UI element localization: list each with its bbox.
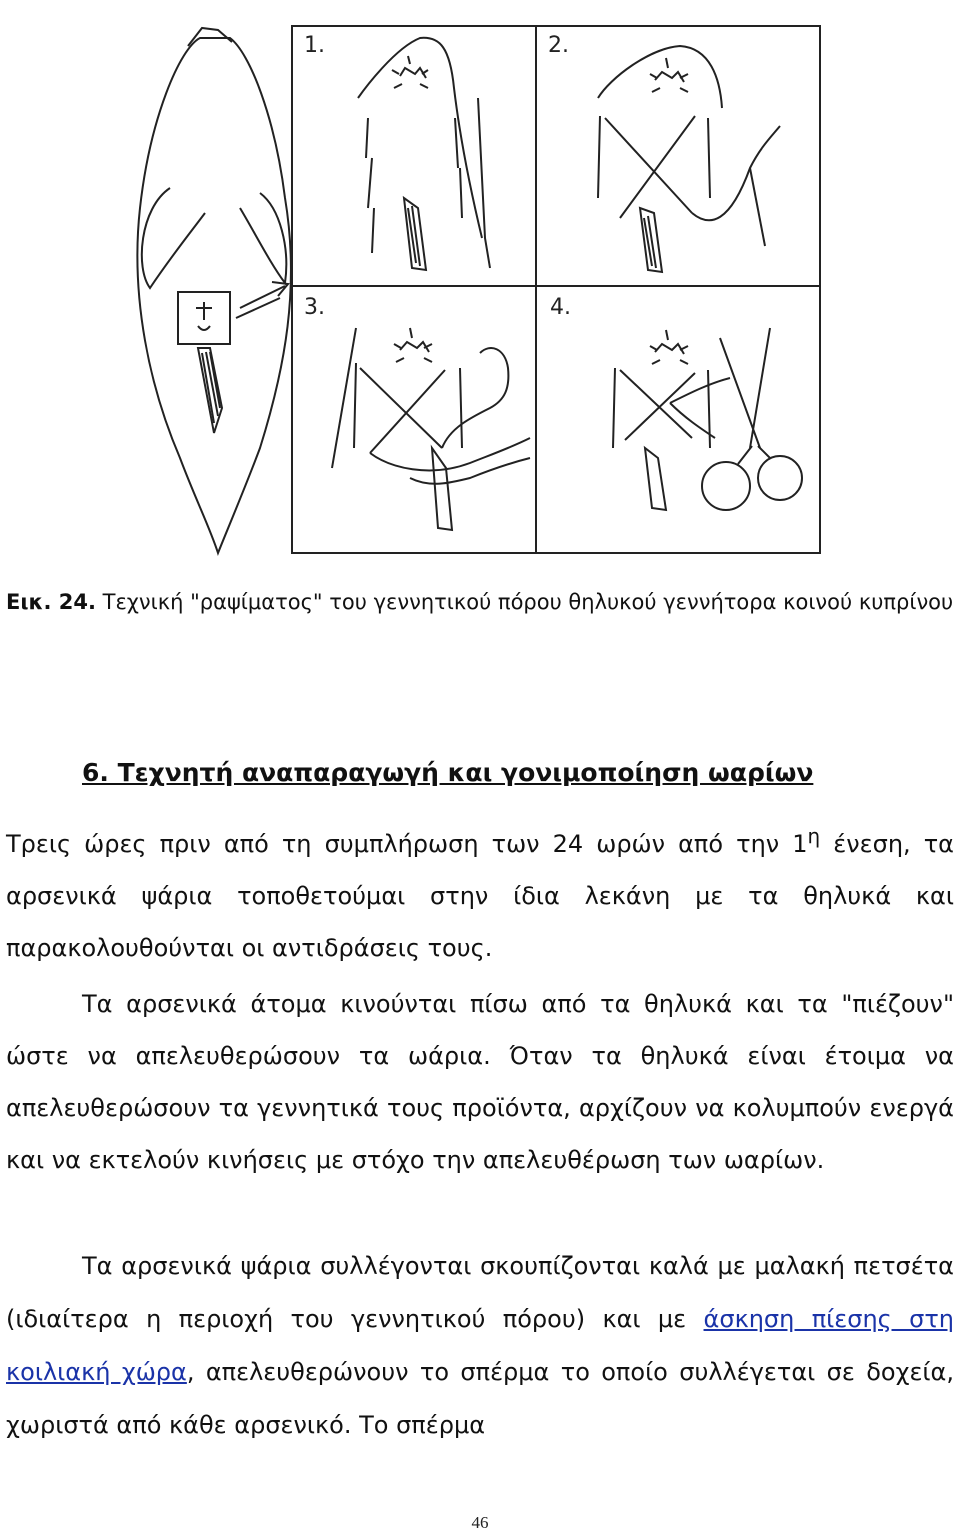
page-number: 46 bbox=[471, 1513, 489, 1532]
fish-anal-fin bbox=[198, 348, 222, 433]
panel-number-3: 3. bbox=[304, 295, 325, 320]
paragraph-3 bbox=[6, 1240, 954, 1452]
fish-left-fin bbox=[142, 188, 205, 288]
paragraph-1-superscript: η bbox=[807, 824, 821, 848]
pointer-arrow bbox=[240, 286, 285, 308]
paragraph-3-text-a: Τα αρσενικά ψάρια συλλέγονται σκουπίζονται καλά με μαλακή πετσέτα (ιδιαίτερα η περιοχή του γεννητικού πόρου) και με bbox=[6, 1252, 954, 1333]
figure-drawing bbox=[110, 8, 830, 563]
panel-grid bbox=[292, 26, 820, 553]
paragraph-1 bbox=[6, 810, 954, 974]
caption-text: Τεχνική "ραψίματος" του γεννητικού πόρου θηλυκού γεννήτορα κοινού κυπρίνου bbox=[95, 590, 954, 614]
panel-2-drawing bbox=[598, 46, 780, 272]
suturing-figure bbox=[110, 8, 830, 563]
figure-caption bbox=[6, 585, 956, 619]
fish-outline bbox=[137, 38, 291, 553]
abdominal-pressure-link[interactable]: άσκηση πίεσης στη κοιλιακή χώρα bbox=[6, 1305, 954, 1386]
paragraph-1-text-b: ένεση, τα αρσενικά ψάρια τοποθετούμαι στην ίδια λεκάνη με τα θηλυκά και παρακολουθούνται οι αντιδράσεις τους. bbox=[6, 830, 954, 962]
panel-1-drawing bbox=[358, 38, 490, 270]
panel-4-drawing bbox=[613, 328, 802, 510]
panel-number-4: 4. bbox=[550, 295, 571, 320]
panel-number-2: 2. bbox=[548, 33, 569, 58]
panel-number-1: 1. bbox=[304, 33, 325, 58]
caption-label: Εικ. 24. bbox=[6, 590, 96, 614]
scissors-ring-left bbox=[702, 462, 750, 510]
paragraph-3-text-b: , απελευθερώνουν το σπέρμα το οποίο συλλέγεται σε δοχεία, χωριστά από κάθε αρσενικό. Το σπέρμα bbox=[6, 1358, 954, 1439]
paragraph-1-text-a: Τρεις ώρες πριν από τη συμπλήρωση των 24 ωρών από την 1 bbox=[6, 830, 808, 858]
fish-right-fin bbox=[240, 193, 286, 283]
scissors-blade bbox=[720, 328, 770, 448]
section-heading: 6. Τεχνητή αναπαραγωγή και γονιμοποίηση ωαρίων bbox=[82, 758, 814, 787]
panel-3-drawing bbox=[332, 328, 530, 530]
paragraph-2: Τα αρσενικά άτομα κινούνται πίσω από τα θηλυκά και τα "πιέζουν" ώστε να απελευθερώσουν τα ωάρια. Όταν τα θηλυκά είναι έτοιμα να απελευθερώσουν τα γεννητικά τους προϊόντα, αρχίζουν να κολυμπούν ενεργά και να εκτελούν κινήσεις με στόχο την απελευθέρωση των ωαρίων. bbox=[6, 990, 954, 1174]
scissors-ring-right bbox=[758, 456, 802, 500]
